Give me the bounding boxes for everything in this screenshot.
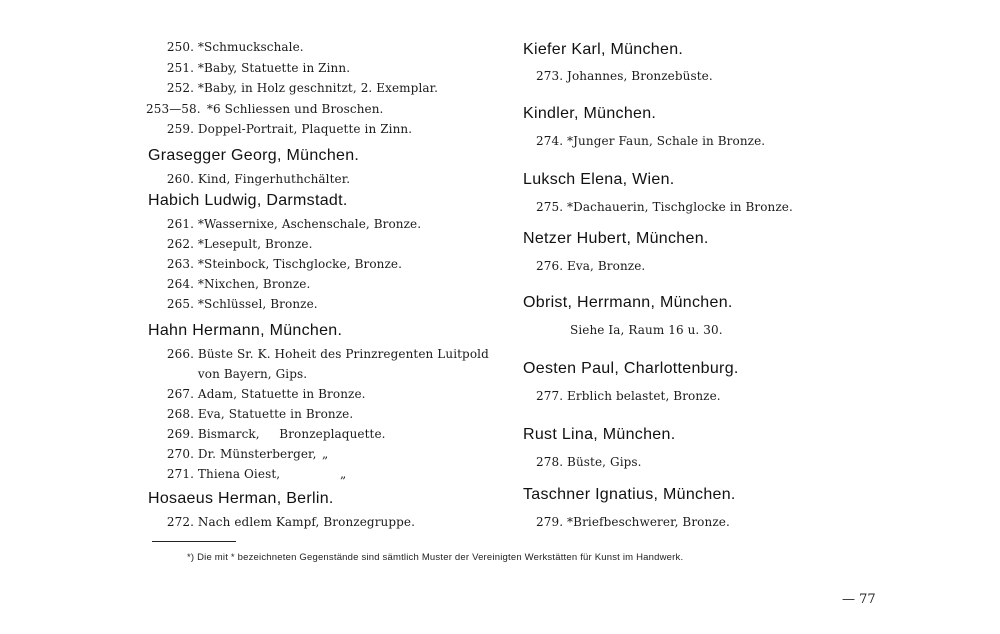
catalog-entry: 251. *Baby, Statuette in Zinn. — [166, 61, 351, 75]
catalog-entry: 266. Büste Sr. K. Hoheit des Prinzregenten Luitpold — [166, 347, 489, 361]
catalog-entry: 270. Dr. Münsterberger, — [166, 447, 317, 461]
catalog-entry: 274. *Junger Faun, Schale in Bronze. — [536, 134, 766, 148]
catalog-entry: 260. Kind, Fingerhuthchälter. — [166, 172, 351, 186]
catalog-entry: 278. Büste, Gips. — [536, 455, 642, 469]
catalog-entry: 272. Nach edlem Kampf, Bronzegruppe. — [166, 515, 416, 529]
artist-heading: Kindler, München. — [523, 105, 657, 122]
artist-heading: Luksch Elena, Wien. — [523, 171, 675, 188]
artist-heading: Hahn Hermann, München. — [148, 322, 343, 339]
catalog-entry: 259. Doppel-Portrait, Plaquette in Zinn. — [166, 122, 413, 136]
artist-heading: Hosaeus Herman, Berlin. — [148, 490, 334, 507]
ditto-mark: „ — [322, 447, 329, 461]
artist-heading: Rust Lina, München. — [523, 426, 676, 443]
catalog-entry: 275. *Dachauerin, Tischglocke in Bronze. — [536, 200, 793, 214]
ditto-mark: „ — [340, 467, 347, 481]
artist-heading: Taschner Ignatius, München. — [523, 486, 736, 503]
catalog-entry: 262. *Lesepult, Bronze. — [166, 237, 313, 251]
catalog-entry: 261. *Wassernixe, Aschenschale, Bronze. — [166, 217, 422, 231]
catalog-entry: 273. Johannes, Bronzebüste. — [536, 69, 713, 83]
cross-reference: Siehe Ia, Raum 16 u. 30. — [570, 323, 723, 337]
catalog-entry: 263. *Steinbock, Tischglocke, Bronze. — [166, 257, 403, 271]
catalog-entry: 271. Thiena Oiest, — [166, 467, 281, 481]
catalog-entry: 252. *Baby, in Holz geschnitzt, 2. Exemplar. — [166, 81, 439, 95]
catalog-entry: 279. *Briefbeschwerer, Bronze. — [536, 515, 730, 529]
catalog-entry: 267. Adam, Statuette in Bronze. — [166, 387, 366, 401]
catalog-entry: 250. *Schmuckschale. — [166, 40, 304, 54]
artist-heading: Grasegger Georg, München. — [148, 147, 360, 164]
artist-heading: Obrist, Herrmann, München. — [523, 294, 733, 311]
page-number: — 77 — [842, 592, 876, 607]
artist-heading: Kiefer Karl, München. — [523, 41, 684, 58]
catalog-entry: 253—58. *6 Schliessen und Broschen. — [146, 102, 384, 116]
catalog-entry: 265. *Schlüssel, Bronze. — [166, 297, 318, 311]
catalog-entry: 264. *Nixchen, Bronze. — [166, 277, 311, 291]
artist-heading: Habich Ludwig, Darmstadt. — [148, 192, 348, 209]
footnote: *) Die mit * bezeichneten Gegenstände sind sämtlich Muster der Vereinigten Werkstätten für Kunst im Handwerk. — [187, 552, 684, 563]
catalog-entry-continuation: von Bayern, Gips. — [197, 367, 308, 381]
catalog-entry: 269. Bismarck, Bronzeplaquette. — [166, 427, 386, 441]
artist-heading: Oesten Paul, Charlottenburg. — [523, 360, 739, 377]
catalog-entry: 277. Erblich belastet, Bronze. — [536, 389, 721, 403]
artist-heading: Netzer Hubert, München. — [523, 230, 709, 247]
catalog-entry: 276. Eva, Bronze. — [536, 259, 646, 273]
catalog-entry: 268. Eva, Statuette in Bronze. — [166, 407, 354, 421]
footnote-rule — [152, 541, 236, 542]
